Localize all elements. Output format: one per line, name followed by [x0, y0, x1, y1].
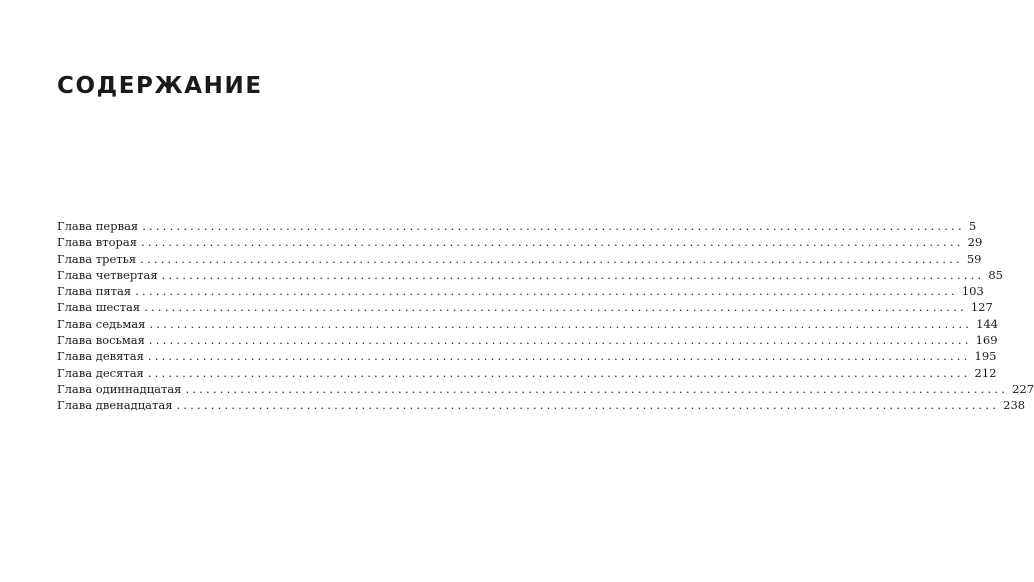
table-of-contents	[57, 218, 1034, 414]
dot-leader: ........................................................................................................................	[161, 267, 985, 282]
toc-entry-label: Глава вторая	[57, 235, 137, 250]
dot-leader: ........................................................................................................................	[176, 398, 1000, 413]
toc-entry-page: 29	[967, 235, 983, 250]
toc-entry-page: 238	[1003, 398, 1026, 413]
toc-entry-4[interactable]	[57, 267, 1003, 283]
dot-leader: ........................................................................................................................	[141, 235, 964, 250]
dot-leader: ........................................................................................................................	[147, 365, 971, 380]
toc-entry-2[interactable]	[57, 234, 983, 250]
toc-entry-label: Глава шестая	[57, 300, 141, 315]
toc-entry-label: Глава девятая	[57, 349, 144, 364]
toc-entry-8[interactable]	[57, 332, 998, 348]
toc-entry-page: 85	[988, 267, 1003, 282]
toc-entry-9[interactable]	[57, 348, 997, 364]
toc-entry-12[interactable]	[57, 397, 1026, 413]
page-title: СОДЕРЖАНИЕ	[57, 73, 263, 99]
toc-entry-label: Глава пятая	[57, 284, 132, 299]
toc-entry-label: Глава восьмая	[57, 333, 145, 348]
toc-entry-page: 59	[966, 251, 982, 266]
dot-leader: ........................................................................................................................	[140, 251, 963, 266]
toc-entry-6[interactable]	[57, 299, 993, 315]
toc-entry-3[interactable]	[57, 251, 982, 267]
toc-entry-10[interactable]	[57, 365, 997, 381]
toc-entry-page: 144	[976, 316, 999, 331]
toc-entry-page: 127	[970, 300, 993, 315]
toc-entry-page: 227	[1012, 381, 1034, 396]
toc-entry-label: Глава десятая	[57, 365, 144, 380]
dot-leader: ........................................................................................................................	[144, 300, 967, 315]
toc-entry-7[interactable]	[57, 316, 999, 332]
toc-entry-label: Глава первая	[57, 219, 139, 233]
dot-leader: ........................................................................................................................	[185, 381, 1009, 396]
toc-entry-5[interactable]	[57, 283, 984, 299]
toc-entry-label: Глава четвертая	[57, 267, 158, 282]
dot-leader: ........................................................................................................................	[147, 349, 971, 364]
toc-entry-page: 195	[974, 349, 997, 364]
dot-leader: ........................................................................................................................	[142, 219, 965, 233]
toc-entry-1[interactable]	[57, 218, 977, 234]
toc-entry-page: 212	[974, 365, 997, 380]
dot-leader: ........................................................................................................................	[149, 316, 973, 331]
toc-entry-label: Глава третья	[57, 251, 137, 266]
toc-entry-page: 169	[975, 333, 998, 348]
toc-entry-page: 103	[961, 284, 984, 299]
toc-entry-11[interactable]	[57, 381, 1034, 397]
toc-entry-page: 5	[968, 219, 977, 233]
toc-entry-label: Глава одиннадцатая	[57, 381, 182, 396]
toc-entry-label: Глава седьмая	[57, 316, 146, 331]
dot-leader: ........................................................................................................................	[135, 284, 958, 299]
toc-entry-label: Глава двенадцатая	[57, 398, 173, 413]
dot-leader: ........................................................................................................................	[148, 333, 972, 348]
